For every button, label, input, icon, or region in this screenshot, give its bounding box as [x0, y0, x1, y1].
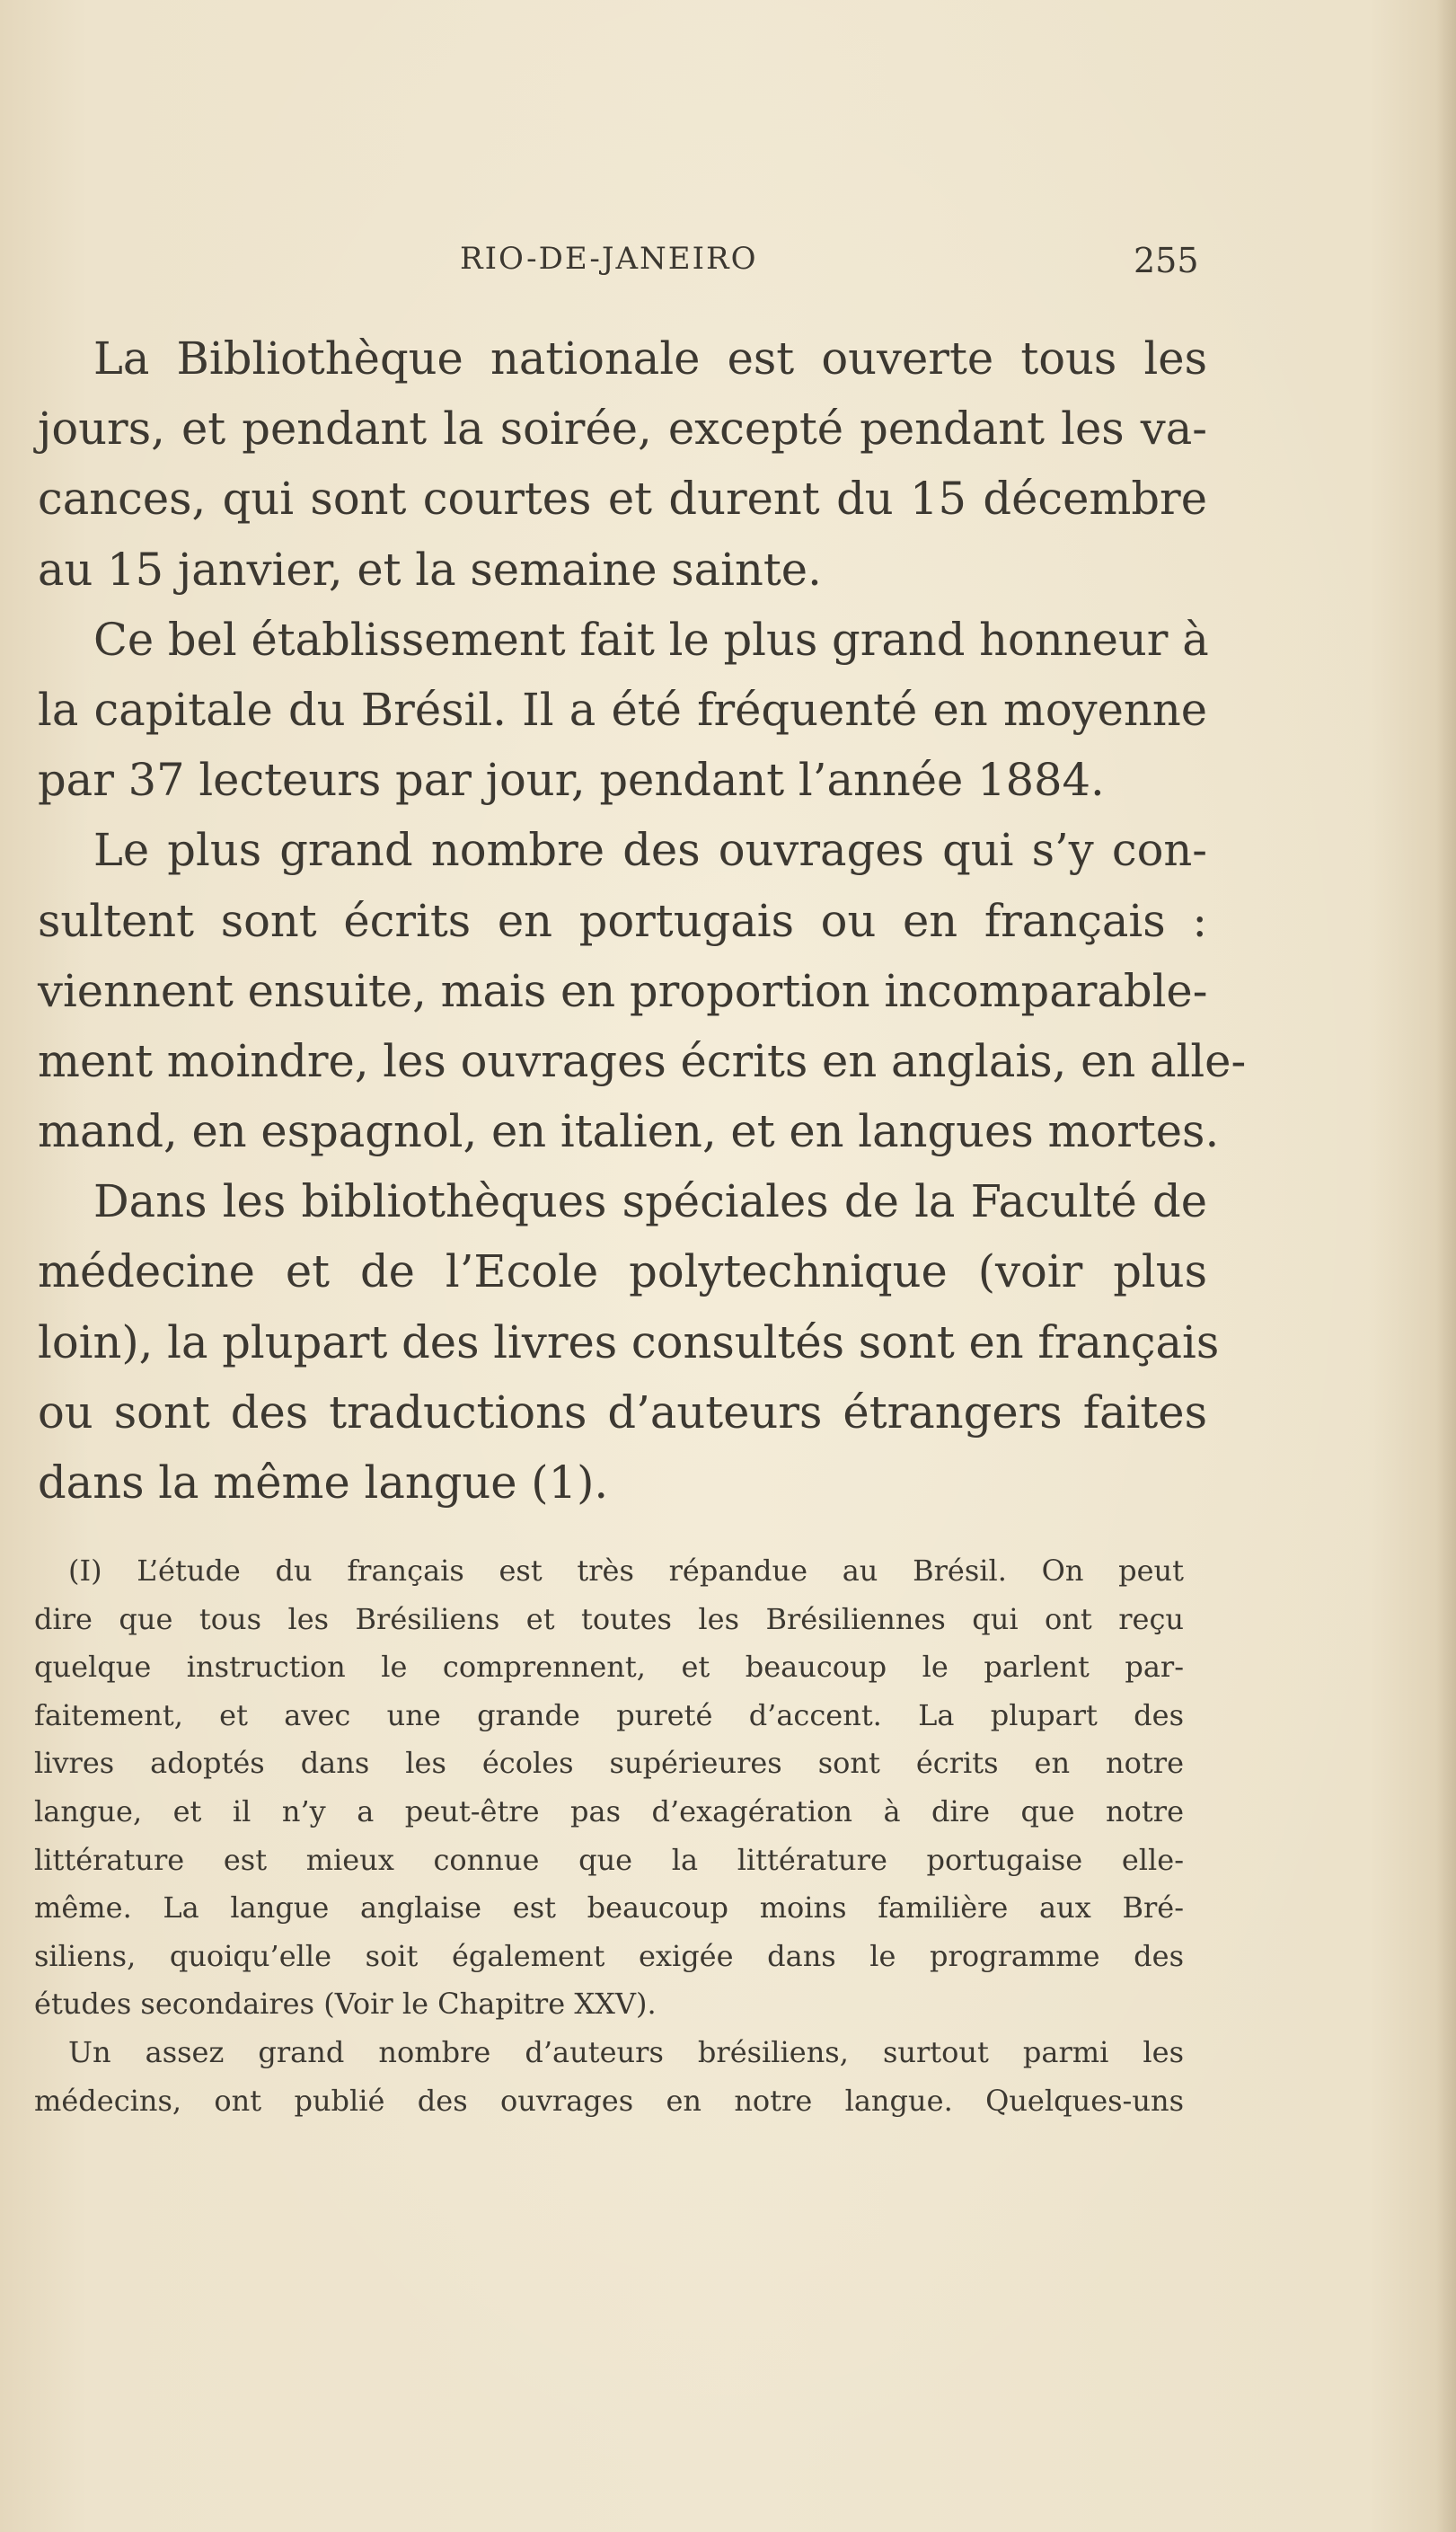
page-number: 255	[1134, 241, 1199, 280]
paragraph-line: viennent ensuite, mais en proportion incomparable-	[38, 964, 1208, 1017]
body-text	[38, 323, 1247, 1518]
paragraph-line: dans la même langue (1).	[38, 1456, 609, 1509]
paragraph-line: médecine et de l’Ecole polytechnique (voir plus	[38, 1245, 1207, 1298]
paragraph-line: par 37 lecteurs par jour, pendant l’année 1884.	[38, 754, 1105, 807]
footnote-line: (I) L’étude du français est très répandue au Brésil. On peut	[68, 1554, 1184, 1588]
paragraph-line: la capitale du Brésil. Il a été fréquenté en moyenne	[38, 683, 1207, 736]
paragraph-line: ment moindre, les ouvrages écrits en anglais, en alle-	[38, 1034, 1247, 1087]
paragraph-line: Le plus grand nombre des ouvrages qui s’y con-	[93, 824, 1207, 877]
footnote-line: même. La langue anglaise est beaucoup moins familière aux Bré-	[34, 1890, 1184, 1926]
footnote-line: dire que tous les Brésiliens et toutes les Brésiliennes qui ont reçu	[34, 1601, 1184, 1636]
paragraph-line: loin), la plupart des livres consultés sont en français	[38, 1315, 1220, 1368]
paragraph-line: ou sont des traductions d’auteurs étrangers faites	[38, 1386, 1207, 1439]
running-head	[0, 241, 1456, 286]
footnote-line: Un assez grand nombre d’auteurs brésiliens, surtout parmi les	[68, 2034, 1184, 2069]
paragraph-line: au 15 janvier, et la semaine sainte.	[38, 543, 822, 596]
paragraph-line: mand, en espagnol, en italien, et en langues mortes.	[38, 1105, 1220, 1158]
footnote-line: siliens, quoiqu’elle soit également exigée dans le programme des	[34, 1938, 1184, 1973]
footnote-line: médecins, ont publié des ouvrages en notre langue. Quelques-uns	[34, 2083, 1184, 2118]
footnote-line: littérature est mieux connue que la littérature portugaise elle-	[34, 1842, 1184, 1877]
footnote-line: langue, et il n’y a peut-être pas d’exagération à dire que notre	[34, 1793, 1184, 1828]
footnote-line: quelque instruction le comprennent, et beaucoup le parlent par-	[34, 1650, 1184, 1685]
paragraph-line: Ce bel établissement fait le plus grand honneur à	[93, 613, 1209, 666]
footnote-line: études secondaires (Voir le Chapitre XXV).	[34, 1987, 657, 2022]
paragraph-line: Dans les bibliothèques spéciales de la Faculté de	[93, 1175, 1207, 1228]
running-title: RIO-DE-JANEIRO	[460, 241, 758, 277]
footnote-line: faitement, et avec une grande pureté d’accent. La plupart des	[34, 1697, 1184, 1732]
paragraph-line: La Bibliothèque nationale est ouverte tous les	[93, 332, 1207, 385]
footnote-line: livres adoptés dans les écoles supérieures sont écrits en notre	[34, 1746, 1184, 1781]
paragraph-line: jours, et pendant la soirée, excepté pendant les va-	[38, 403, 1207, 456]
paragraph-line: cances, qui sont courtes et durent du 15 décembre	[38, 473, 1207, 526]
footnote	[34, 1547, 1184, 2125]
paragraph-line: sultent sont écrits en portugais ou en français :	[38, 894, 1207, 947]
